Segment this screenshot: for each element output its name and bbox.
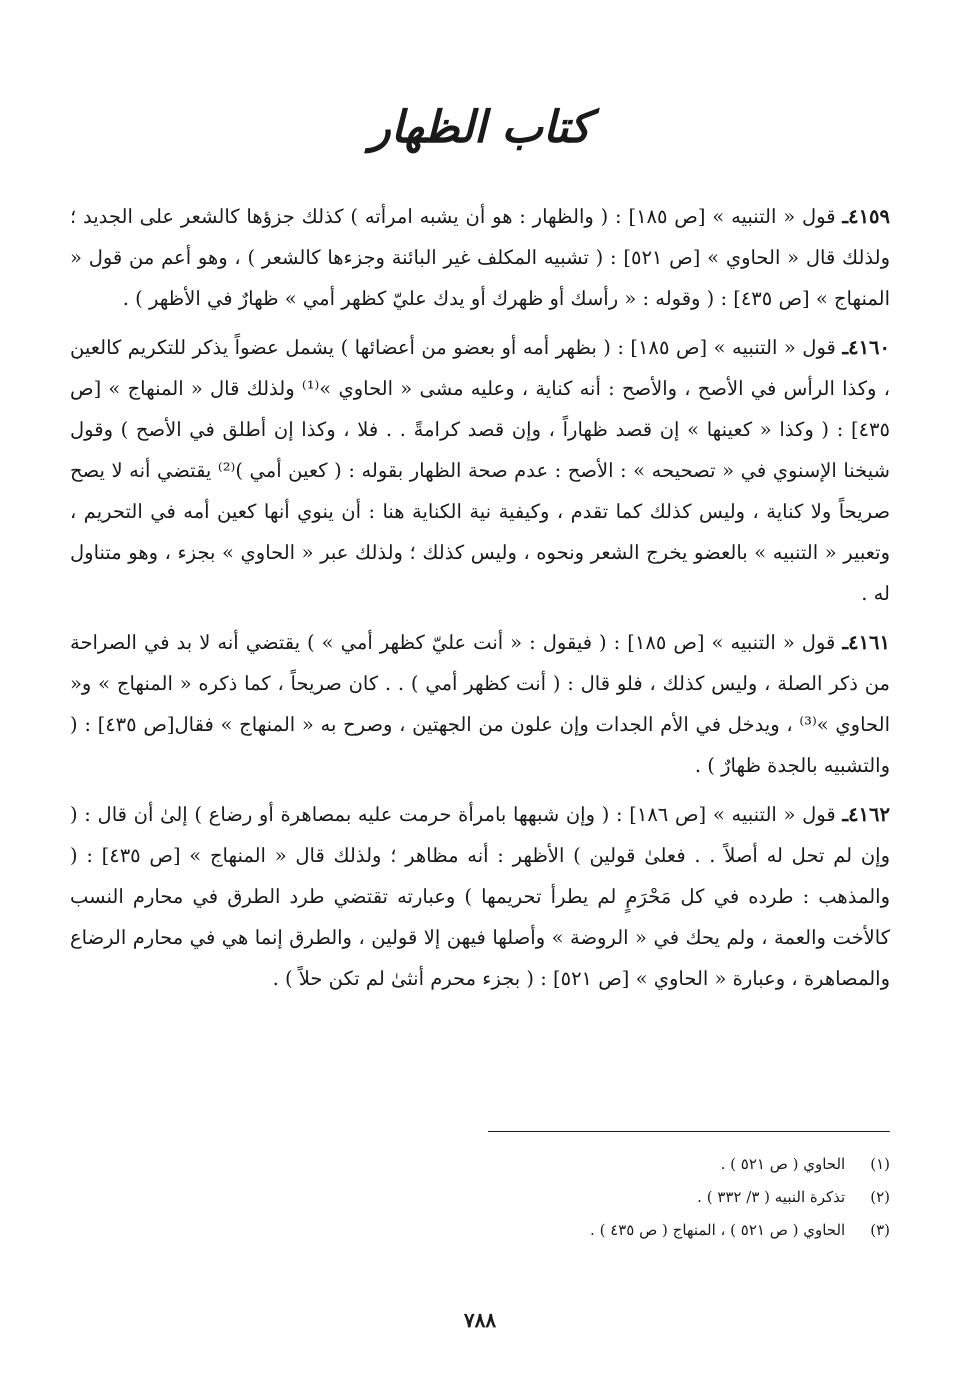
paragraph-text: قول « التنبيه » [ص ١٨٥] : ( فيقول : « أنت عليّ كظهر أمي » ) يقتضي أنه لا بد في الصراحة من ذكر الصلة ، وليس كذلك ، فلو قال : ( أنت كظهر أمي ) . . كان صريحاً ، كما ذكره « المنهاج » و« الحاوي »⁽³⁾ ، ويدخل في الأم الجدات وإن علون من الجهتين ، وصرح به « المنهاج » فقال[ص ٤٣٥] : ( والتشبيه بالجدة ظهارٌ ) .: [70, 631, 890, 777]
footnote-1: [500, 1148, 890, 1181]
paragraph-number: ٤١٥٩ـ: [842, 205, 891, 228]
paragraph-text: قول « التنبيه » [ص ١٨٥] : ( بظهر أمه أو بعضو من أعضائها ) يشمل عضواً يذكر للتكريم كالعين ، وكذا الرأس في الأصح ، والأصح : أنه كناية ، وعليه مشى « الحاوي »⁽¹⁾ ولذلك قال « المنهاج » [ص ٤٣٥] : ( وكذا « كعينها » إن قصد ظهاراً ، وإن قصد كرامةً . . فلا ، وكذا إن أطلق في الأصح ) وقول شيخنا الإسنوي في « تصحيحه » : الأصح : عدم صحة الظهار بقوله : ( كعين أمي )⁽²⁾ يقتضي أنه لا يصح صريحاً ولا كناية ، وليس كذلك كما تقدم ، وكيفية نية الكناية هنا : أن ينوي أنها كعين أمه في التحريم ، وتعبير « التنبيه » بالعضو يخرج الشعر ونحوه ، وليس كذلك ؛ ولذلك عبر « الحاوي » بجزء ، وهو متناول له .: [70, 336, 890, 605]
footnote-divider: [488, 1131, 890, 1132]
page-number: ٧٨٨: [463, 1308, 497, 1332]
paragraph-number: ٤١٦١ـ: [842, 631, 890, 654]
footnote-number: (١): [870, 1155, 890, 1173]
paragraph-4162: [70, 794, 890, 999]
footnote-number: (٢): [870, 1188, 890, 1206]
footnote-text: الحاوي ( ص ٥٢١ ) ، المنهاج ( ص ٤٣٥ ) .: [590, 1221, 846, 1239]
chapter-title: كتاب الظهار: [369, 102, 591, 153]
paragraph-text: قول « التنبيه » [ص ١٨٦] : ( وإن شبهها بامرأة حرمت عليه بمصاهرة أو رضاع ) إلىٰ أن قال : ( وإن لم تحل له أصلاً . . فعلىٰ قولين ) الأظهر : أنه مظاهر ؛ ولذلك قال « المنهاج » [ص ٤٣٥] : ( والمذهب : طرده في كل مَحْرَمٍ لم يطرأ تحريمها ) وعبارته تقتضي طرد الطرق في محارم النسب كالأخت والعمة ، ولم يحك في « الروضة » وأصلها فيهن إلا قولين ، والطرق إنما هي في محارم الرضاع والمصاهرة ، وعبارة « الحاوي » [ص ٥٢١] : ( بجزء محرم أنثىٰ لم تكن حلاً ) .: [70, 803, 890, 990]
paragraph-4159: [70, 196, 890, 319]
paragraph-text: قول « التنبيه » [ص ١٨٥] : ( والظهار : هو أن يشبه امرأته ) كذلك جزؤها كالشعر على الجديد ؛ ولذلك قال « الحاوي » [ص ٥٢١] : ( تشبيه المكلف غير البائنة وجزءها كالشعر ) ، وهو أعم من قول « المنهاج » [ص ٤٣٥] : ( وقوله : « رأسك أو ظهرك أو يدك عليّ كظهر أمي » ظهارٌ في الأظهر ) .: [70, 205, 891, 310]
footnote-text: الحاوي ( ص ٥٢١ ) .: [720, 1155, 846, 1173]
paragraph-4161: [70, 622, 890, 786]
footnote-2: [500, 1181, 890, 1214]
paragraph-4160: [70, 327, 890, 614]
footnote-3: [500, 1214, 890, 1247]
footnote-text: تذكرة النبيه ( ٣/ ٣٣٢ ) .: [697, 1188, 846, 1206]
footnotes: [500, 1148, 890, 1247]
paragraph-number: ٤١٦٢ـ: [842, 803, 890, 826]
main-text: [70, 196, 890, 1007]
footnote-number: (٣): [870, 1221, 890, 1239]
paragraph-number: ٤١٦٠ـ: [842, 336, 890, 359]
